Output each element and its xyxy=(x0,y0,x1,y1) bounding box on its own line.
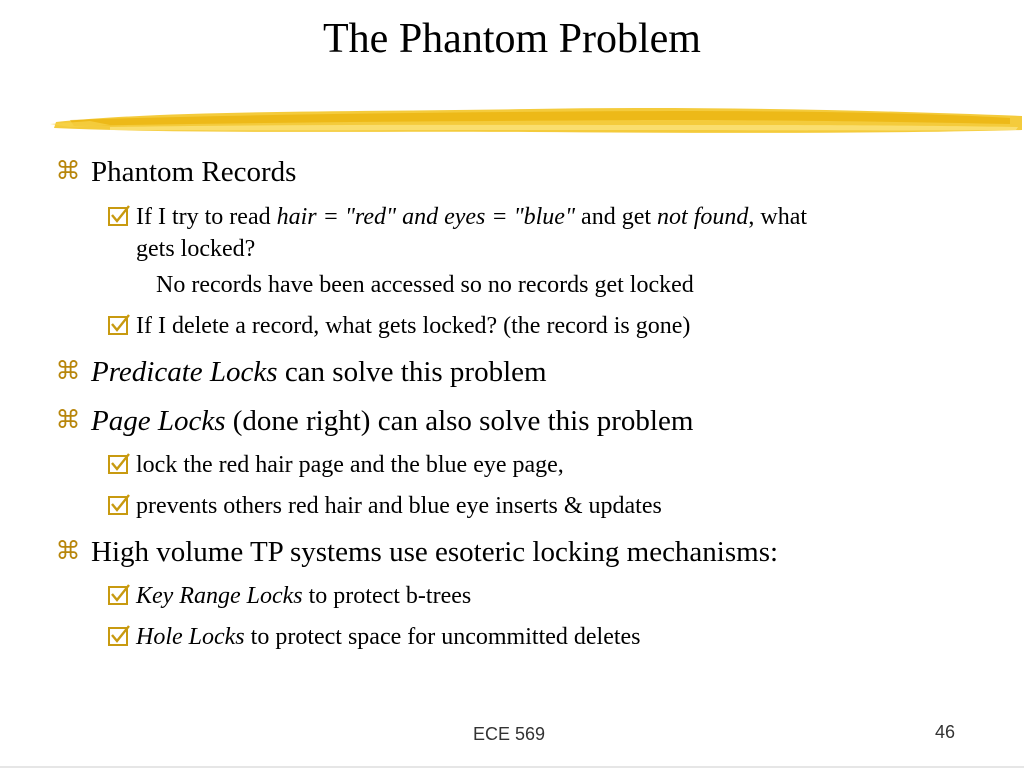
emphasis-text: Page Locks xyxy=(91,405,226,437)
not-found-text: not found xyxy=(657,204,749,230)
bullet-high-volume-tp: High volume TP systems use esoteric locking mechanisms: xyxy=(91,536,779,568)
checked-box-icon xyxy=(107,624,131,648)
checked-box-icon xyxy=(107,204,131,228)
text-part: If I try to read xyxy=(136,204,277,230)
bullet-phantom-records: Phantom Records xyxy=(91,156,297,188)
checked-box-icon xyxy=(107,313,131,337)
checked-box-icon xyxy=(107,452,131,476)
emphasis-text: Key Range Locks xyxy=(136,583,303,609)
sub-bullet-lock-pages: lock the red hair page and the blue eye page, xyxy=(136,452,564,478)
command-key-icon: ⌘ xyxy=(55,156,81,185)
emphasis-text: Hole Locks xyxy=(136,624,245,650)
command-key-icon: ⌘ xyxy=(55,356,81,385)
text-part: to protect space for uncommitted deletes xyxy=(244,624,641,650)
text-part: can solve this problem xyxy=(277,356,547,388)
bullet-page-locks xyxy=(91,404,693,438)
sub-bullet-delete-record: If I delete a record, what gets locked? (the record is gone) xyxy=(136,313,691,339)
text-part: and get xyxy=(575,204,658,230)
sub-bullet-prevents-inserts: prevents others red hair and blue eye inserts & updates xyxy=(136,493,662,519)
sub-bullet-read-query-continued: gets locked? xyxy=(136,236,256,262)
sub-bullet-read-query xyxy=(136,202,807,232)
query-expression: hair = "red" and eyes = "blue" xyxy=(276,204,576,230)
sub-bullet-key-range-locks xyxy=(136,581,471,611)
text-part: to protect b-trees xyxy=(302,583,472,609)
checked-box-icon xyxy=(107,493,131,517)
text-part: , what xyxy=(748,204,808,230)
command-key-icon: ⌘ xyxy=(55,536,81,565)
answer-note: No records have been accessed so no records get locked xyxy=(156,272,694,298)
brush-stroke-divider xyxy=(50,100,1024,142)
command-key-icon: ⌘ xyxy=(55,405,81,434)
bullet-predicate-locks xyxy=(91,355,547,389)
text-part: (done right) can also solve this problem xyxy=(225,405,694,437)
checked-box-icon xyxy=(107,583,131,607)
page-number: 46 xyxy=(935,722,956,742)
slide-title: The Phantom Problem xyxy=(323,16,701,62)
footer-course: ECE 569 xyxy=(473,724,546,744)
emphasis-text: Predicate Locks xyxy=(91,356,278,388)
sub-bullet-hole-locks xyxy=(136,622,641,652)
